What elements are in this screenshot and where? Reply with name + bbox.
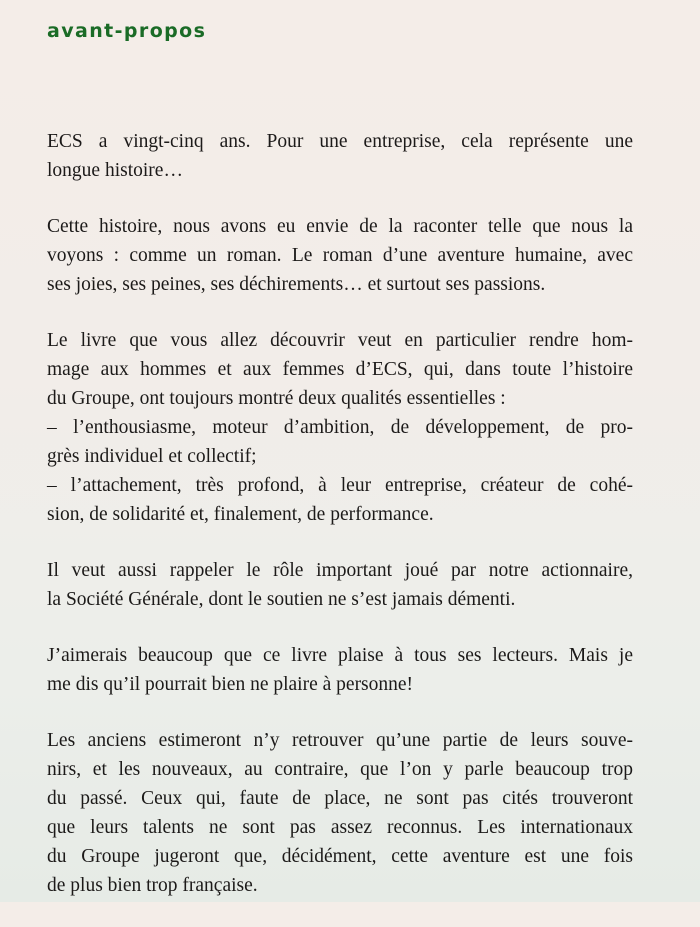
text-line: voyons : comme un roman. Le roman d’une aventure humaine, avec: [47, 245, 633, 266]
text-line: nirs, et les nouveaux, au contraire, que l’on y parle beaucoup trop: [47, 759, 633, 780]
text-line: Cette histoire, nous avons eu envie de la raconter telle que nous la: [47, 216, 633, 237]
text-line: me dis qu’il pourrait bien ne plaire à personne!: [47, 674, 414, 695]
paragraph-6: [47, 726, 633, 900]
text-line: du Groupe jugeront que, décidément, cette aventure est une fois: [47, 846, 633, 867]
text-line: J’aimerais beaucoup que ce livre plaise à tous ses lecteurs. Mais je: [47, 645, 633, 666]
text-line: de plus bien trop française.: [47, 875, 258, 896]
text-line: Les anciens estimeront n’y retrouver qu’une partie de leurs souve-: [47, 730, 633, 751]
section-title: avant-propos: [47, 20, 207, 42]
list-item-line: – l’attachement, très profond, à leur entreprise, créateur de cohé-: [47, 475, 633, 496]
text-line: que leurs talents ne sont pas assez reconnus. Les internationaux: [47, 817, 633, 838]
text-line: Il veut aussi rappeler le rôle important joué par notre actionnaire,: [47, 560, 633, 581]
text-line: mage aux hommes et aux femmes d’ECS, qui, dans toute l’histoire: [47, 359, 633, 380]
paragraph-4: [47, 556, 633, 614]
foreword-body: [47, 127, 633, 927]
text-line: la Société Générale, dont le soutien ne s’est jamais démenti.: [47, 589, 516, 610]
paragraph-2: [47, 212, 633, 299]
text-line: du passé. Ceux qui, faute de place, ne sont pas cités trouveront: [47, 788, 633, 809]
text-line: du Groupe, ont toujours montré deux qualités essentielles :: [47, 388, 506, 409]
text-line: ses joies, ses peines, ses déchirements… et surtout ses passions.: [47, 274, 546, 295]
text-line: longue histoire…: [47, 160, 183, 181]
paragraph-3: [47, 326, 633, 529]
text-line: Le livre que vous allez découvrir veut en particulier rendre hom-: [47, 330, 633, 351]
paragraph-5: [47, 641, 633, 699]
list-item-line: sion, de solidarité et, finalement, de performance.: [47, 504, 434, 525]
paragraph-1: [47, 127, 633, 185]
list-item-line: – l’enthousiasme, moteur d’ambition, de développement, de pro-: [47, 417, 633, 438]
text-line: ECS a vingt-cinq ans. Pour une entreprise, cela représente une: [47, 131, 633, 152]
list-item-line: grès individuel et collectif;: [47, 446, 257, 467]
